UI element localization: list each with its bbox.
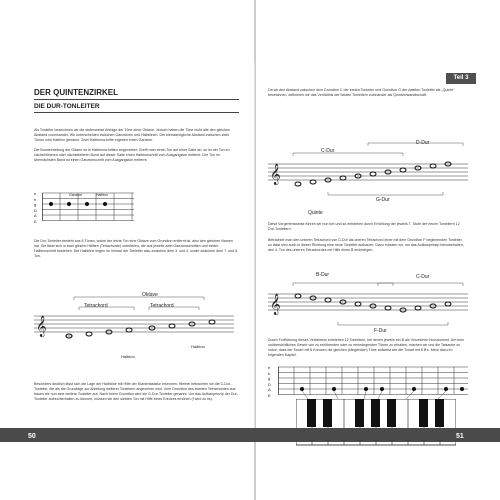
tetrachord-label: Tetrachord bbox=[84, 303, 108, 309]
d-dur-label: D-Dur bbox=[416, 140, 430, 146]
octave-label: Oktave bbox=[142, 292, 158, 298]
string-names: e h g D A E bbox=[34, 191, 37, 224]
paragraph: Die Dur-Tonleiter besteht aus 8 Tönen, wobei der letzte Ton eine Oktave vom Grundton entfernt ist, also den gleichen Namen hat. Sie lässt sich in zwei gleiche Hälften (Tetrachorde) unterteilen, die aus jeweils zwei Ganztonschritten und einem Halbtonschritt bestehen. Die Halbtöne liegen im Verlauf der Tonleiter also zwischen dem 3. und 4. sowie zwischen dem 7. und 8. Ton. bbox=[34, 239, 239, 258]
paragraph: Durch Fortführung dieses Verfahrens entstehen 12 Tonleitern, bei denen jeweils ein B als Vorzeichen hinzukommt. Um kein unübersichtliches Gewirr von zu erhöhenden oder zu erniedrigenden Tönen zu erhalten, machen wir uns die Tatsache zu nutze, dass der Tonart mit 6 Kreuzen die gleichen (klingenden) Töne aufweist wie die Tonart mit 6 B's. Mehr dazu im folgenden Kapitel. bbox=[268, 338, 464, 357]
section-rule bbox=[34, 112, 239, 113]
left-page bbox=[24, 60, 254, 428]
quintverwandtschaft-staff bbox=[268, 142, 473, 202]
paragraph: Die Bundeinteilung der Gitarre ist in Halbtonschritten angeordnet. Greift man einen Ton auf einer Saite ab, so ist der Ton im nächsthöheren oder nächsttieferen Bund auf dieser Saite einen Halbtonschritt vom Ausgangston entfernt. Der Ton im übernächsten Bund ist einen Ganztonschritt vom Ausgangston entfernt. bbox=[34, 148, 230, 162]
page-number-left: 50 bbox=[28, 433, 36, 440]
c-dur-label: C-Dur bbox=[416, 274, 430, 280]
ganzton-label: Ganzton bbox=[69, 193, 83, 197]
f-dur-label: F-Dur bbox=[374, 328, 387, 334]
c-major-scale-staff bbox=[34, 296, 239, 346]
fretboard-diagram bbox=[278, 365, 473, 399]
halbton-label: Halbton bbox=[191, 344, 205, 349]
right-page bbox=[256, 60, 476, 428]
svg-text:𝄞: 𝄞 bbox=[270, 164, 281, 185]
g-dur-label: G-Dur bbox=[376, 197, 390, 203]
b-dur-label: B-Dur bbox=[316, 272, 330, 278]
string-names: e h g D A E bbox=[268, 365, 271, 398]
quinte-label: Quinte bbox=[308, 210, 323, 216]
halbton-label: Halbton bbox=[96, 193, 109, 197]
halbton-label: Halbton bbox=[121, 354, 135, 359]
page-footer bbox=[0, 428, 500, 442]
c-dur-label: C-Dur bbox=[321, 148, 335, 154]
paragraph: Betrachtet man den unteren Tetrachord von C-Dur als oberen Tetrachord einer mit dem Grundton F beginnenden Tonleiter, so lässt sich auch in dieser Richtung eine neue Tonleiter aufbauen. Dazu müssen wir, um das Aufbauprinzip beizubehalten, den 4. Ton des unteren Tetrachordes mit Hilfe eines B erniedrigen. bbox=[268, 238, 464, 252]
f-dur-staff bbox=[268, 274, 473, 330]
chapter-title: DER QUINTENZIRKEL bbox=[34, 88, 118, 97]
paragraph: Besonders deutlich lässt sich die Lage der Halbtöne mit Hilfe der Klaviertastatur erkennen. Hierbei betrachten wir die C-Dur-Tonleiter, die als die Grundlage zur Ableitung weiterer Tonleitern angesehen wird. Vom Grundton des zweiten Tetrachordes aus bauen wir nun eine weitere Tonleiter auf. Nach ihrem Grundton wird sie G-Dur-Tonleiter genannt. Um das Aufbauprinzip der Dur-Tonleiter aufrechterhalten zu können, müssen wir den siebten Ton mit Hilfe eines Kreuzes erhöhen (f wird zu fis). bbox=[34, 382, 238, 401]
section-title: DIE DUR-TONLEITER bbox=[34, 103, 100, 110]
paragraph: Da wir den Abstand zwischen dem Grundton C der ersten Tonleiter und Grundton G der zweiten Tonleiter als „Quinte" bezeichnen, definieren wir das Verhältnis der beiden Tonleitern zueinander als Quintverwandtschaft. bbox=[268, 88, 455, 97]
paragraph: Diese Vorgehensweise führen wir nun fort und so entstehen durch Erhöhung der jeweils 7. Stufe der neuen Tonleitern 12 Dur-Tonleitern. bbox=[268, 222, 460, 231]
svg-text:𝄞: 𝄞 bbox=[36, 316, 47, 337]
svg-text:𝄞: 𝄞 bbox=[270, 294, 281, 315]
paragraph: Als Tonleiter bezeichnen wir die stufenweise Abfolge der Töne einer Oktave. Jedoch haben die Töne nicht alle den gleichen Abstand voneinander. Wir unterscheiden zwischen Ganztönen und Halbtönen. Der kleinstmögliche Abstand zwischen zwei Tönen wird Halbton genannt. Zwei Halbtonschritte ergeben einen Ganzton. bbox=[34, 128, 230, 142]
page-number-right: 51 bbox=[456, 433, 464, 440]
tetrachord-label: Tetrachord bbox=[150, 303, 174, 309]
section-tab: Teil 3 bbox=[446, 73, 476, 84]
title-rule bbox=[34, 99, 239, 100]
